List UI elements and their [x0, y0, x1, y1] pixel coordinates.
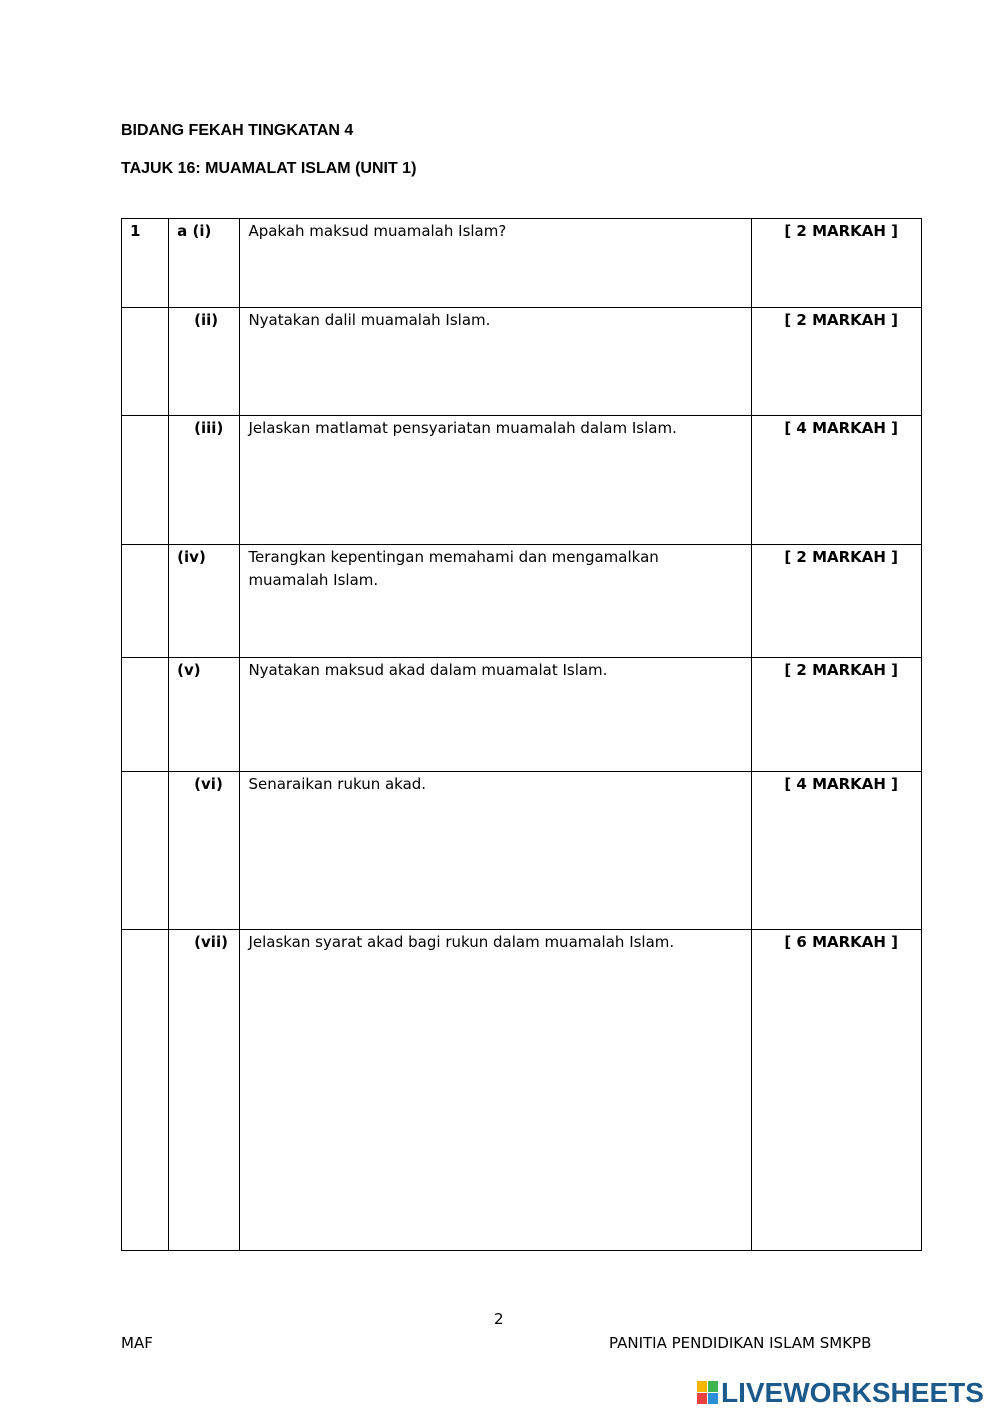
- question-text: Terangkan kepentingan memahami dan mengamalkan muamalah Islam.: [240, 545, 752, 658]
- sub-question-label: (iii): [169, 416, 240, 545]
- question-row: [122, 308, 922, 416]
- question-text: Senaraikan rukun akad.: [240, 772, 752, 930]
- empty-number-cell: [122, 545, 169, 658]
- question-row: [122, 930, 922, 1251]
- sub-question-label: (ii): [169, 308, 240, 416]
- sub-question-label: (iv): [169, 545, 240, 658]
- empty-number-cell: [122, 658, 169, 772]
- question-text: Apakah maksud muamalah Islam?: [240, 219, 752, 308]
- question-row: [122, 658, 922, 772]
- question-text: Jelaskan matlamat pensyariatan muamalah dalam Islam.: [240, 416, 752, 545]
- footer-author: MAF: [121, 1334, 153, 1352]
- question-row: [122, 219, 922, 308]
- empty-number-cell: [122, 930, 169, 1251]
- question-table: [121, 218, 922, 1251]
- question-text: Nyatakan dalil muamalah Islam.: [240, 308, 752, 416]
- marks-label: [ 2 MARKAH ]: [752, 308, 922, 416]
- question-row: [122, 545, 922, 658]
- marks-label: [ 2 MARKAH ]: [752, 219, 922, 308]
- liveworksheets-brand[interactable]: [697, 1378, 984, 1408]
- topic-title: TAJUK 16: MUAMALAT ISLAM (UNIT 1): [121, 160, 417, 177]
- sub-question-label: (vi): [169, 772, 240, 930]
- question-row: [122, 772, 922, 930]
- page-number: 2: [494, 1310, 504, 1328]
- marks-label: [ 4 MARKAH ]: [752, 416, 922, 545]
- question-text: Nyatakan maksud akad dalam muamalat Islam.: [240, 658, 752, 772]
- marks-label: [ 4 MARKAH ]: [752, 772, 922, 930]
- empty-number-cell: [122, 416, 169, 545]
- document-title: BIDANG FEKAH TINGKATAN 4: [121, 122, 354, 139]
- marks-label: [ 2 MARKAH ]: [752, 545, 922, 658]
- empty-number-cell: [122, 772, 169, 930]
- question-row: [122, 416, 922, 545]
- marks-label: [ 2 MARKAH ]: [752, 658, 922, 772]
- liveworksheets-logo-icon: [697, 1381, 719, 1405]
- sub-question-label: (vii): [169, 930, 240, 1251]
- question-number: 1: [122, 219, 169, 308]
- footer-organization: PANITIA PENDIDIKAN ISLAM SMKPB: [609, 1334, 872, 1352]
- brand-text: LIVEWORKSHEETS: [721, 1377, 984, 1408]
- question-text: Jelaskan syarat akad bagi rukun dalam muamalah Islam.: [240, 930, 752, 1251]
- empty-number-cell: [122, 308, 169, 416]
- marks-label: [ 6 MARKAH ]: [752, 930, 922, 1251]
- sub-question-label: (v): [169, 658, 240, 772]
- sub-question-label: a (i): [169, 219, 240, 308]
